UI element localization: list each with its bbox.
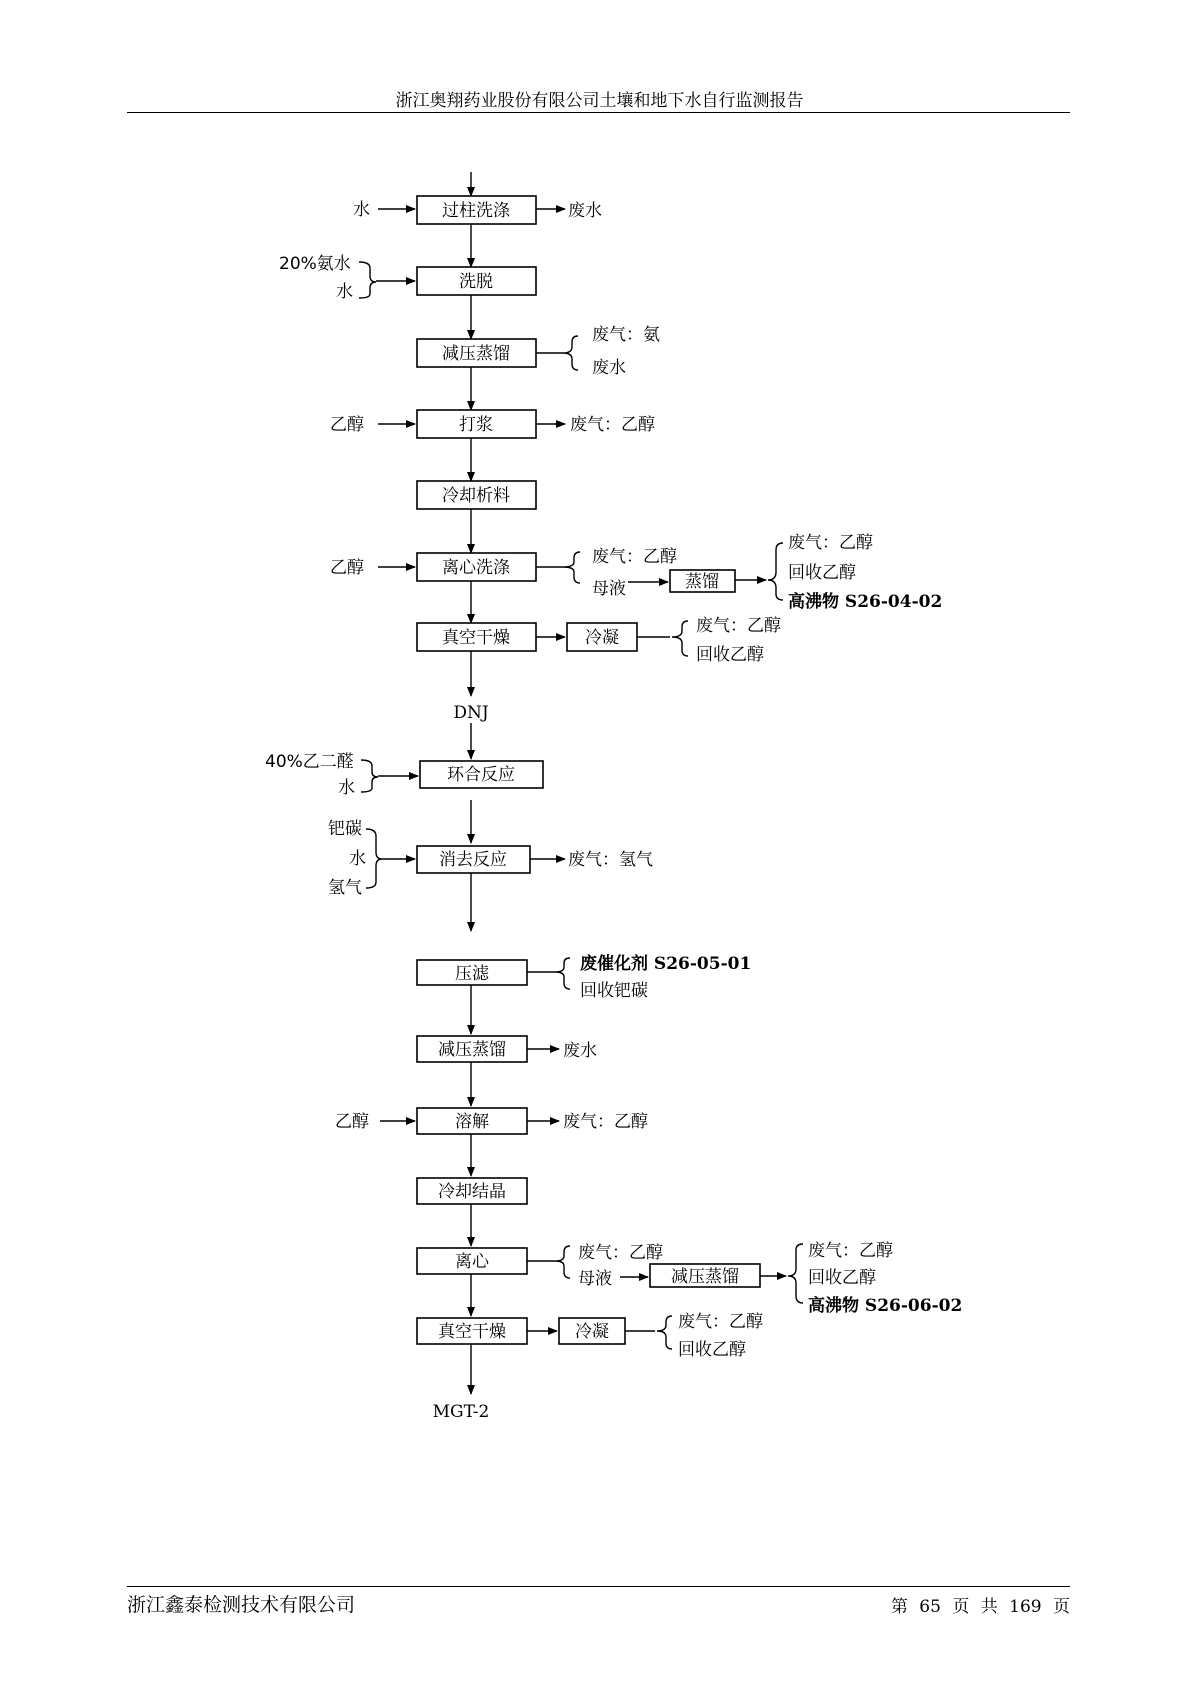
output-label: 废气：乙醇 — [808, 1241, 893, 1261]
step-label: 环合反应 — [447, 765, 515, 785]
bracket — [366, 829, 382, 888]
step-label: 消去反应 — [439, 850, 507, 870]
input-label: 乙醇 — [335, 1112, 369, 1132]
input-label: 水 — [336, 282, 353, 302]
output-label: 高沸物 S26-06-02 — [808, 1296, 963, 1316]
page-prefix: 第 — [890, 1597, 908, 1617]
input-label: 40%乙二醛 — [265, 752, 354, 772]
bracket — [768, 543, 783, 600]
bracket — [657, 1316, 672, 1349]
input-label: 钯碳 — [328, 819, 362, 839]
output-label: 废气：氢气 — [568, 850, 653, 870]
page-number: 65 — [919, 1597, 941, 1617]
step-label: 真空干燥 — [438, 1322, 506, 1342]
step-label: 溶解 — [455, 1112, 489, 1132]
output-label: 回收乙醇 — [696, 645, 764, 665]
output-label: 废气：乙醇 — [570, 415, 655, 435]
output-label: 高沸物 S26-04-02 — [788, 592, 943, 612]
bracket — [563, 336, 578, 370]
output-label: 废水 — [563, 1041, 597, 1061]
input-label: 乙醇 — [330, 558, 364, 578]
output-label: 废气：乙醇 — [578, 1243, 663, 1263]
step-label: 打浆 — [459, 415, 493, 435]
output-label: 废水 — [592, 358, 626, 378]
output-label: 废气：乙醇 — [563, 1112, 648, 1132]
bracket — [359, 262, 376, 298]
page-mid1: 页 — [952, 1597, 970, 1617]
step-label: 减压蒸馏 — [671, 1267, 739, 1287]
page-header-title: 浙江奥翔药业股份有限公司土壤和地下水自行监测报告 — [395, 91, 804, 111]
step-label: 冷凝 — [585, 628, 619, 648]
output-label: 废水 — [568, 201, 602, 221]
page-number-indicator — [885, 1592, 1070, 1617]
output-label: 回收乙醇 — [678, 1340, 746, 1360]
step-label: 洗脱 — [459, 272, 493, 292]
step-label: 离心 — [455, 1252, 489, 1272]
bracket — [563, 552, 580, 583]
input-label: 水 — [338, 778, 355, 798]
step-label: 真空干燥 — [442, 628, 510, 648]
intermediate-product-label: DNJ — [453, 703, 489, 723]
step-label: 蒸馏 — [685, 572, 719, 592]
input-label: 水 — [349, 849, 366, 869]
bracket — [361, 760, 378, 792]
output-label: 回收乙醇 — [808, 1268, 876, 1288]
output-label: 废催化剂 S26-05-01 — [580, 954, 752, 974]
step-label: 离心洗涤 — [442, 558, 510, 578]
output-label: 母液 — [592, 579, 626, 599]
step-label: 减压蒸馏 — [438, 1040, 506, 1060]
step-label: 冷却结晶 — [438, 1182, 506, 1202]
bracket — [672, 621, 688, 656]
bracket — [555, 958, 570, 989]
output-label: 废气：乙醇 — [788, 533, 873, 553]
output-label: 废气：氨 — [592, 325, 660, 345]
output-label: 废气：乙醇 — [592, 547, 677, 567]
bracket — [788, 1244, 803, 1303]
input-label: 20%氨水 — [279, 254, 351, 274]
final-product-label: MGT-2 — [432, 1402, 490, 1422]
input-label: 氢气 — [328, 878, 362, 898]
step-label: 压滤 — [455, 964, 489, 984]
output-label: 回收钯碳 — [580, 981, 648, 1001]
input-label: 乙醇 — [330, 415, 364, 435]
output-label: 母液 — [578, 1269, 612, 1289]
output-label: 废气：乙醇 — [678, 1312, 763, 1332]
page-mid2: 共 — [980, 1597, 998, 1617]
bracket — [555, 1246, 570, 1278]
input-label: 水 — [353, 200, 370, 220]
output-label: 废气：乙醇 — [696, 616, 781, 636]
page-suffix: 页 — [1053, 1597, 1070, 1617]
page-total: 169 — [1009, 1597, 1042, 1617]
step-label: 过柱洗涤 — [442, 201, 510, 221]
step-label: 冷凝 — [575, 1322, 609, 1342]
step-label: 冷却析料 — [442, 486, 510, 506]
step-label: 减压蒸馏 — [442, 344, 510, 364]
footer-company: 浙江鑫泰检测技术有限公司 — [127, 1594, 356, 1616]
footer-divider — [127, 1586, 1070, 1587]
output-label: 回收乙醇 — [788, 563, 856, 583]
